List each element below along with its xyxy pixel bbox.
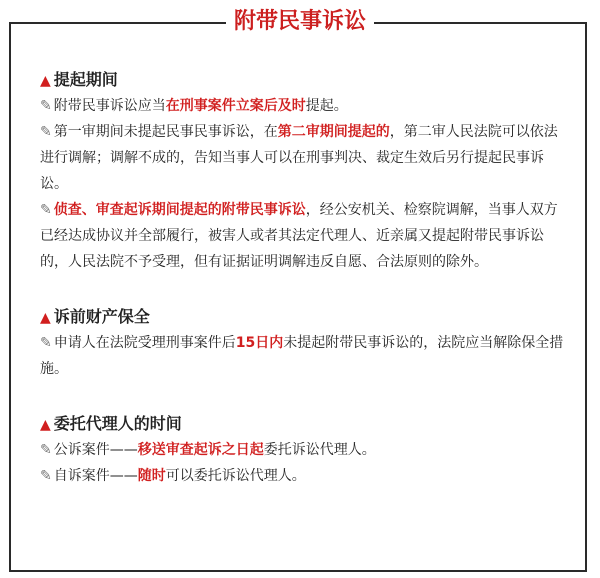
pen-icon: ✎ [40,335,52,351]
paragraph: ✎ 公诉案件——移送审查起诉之日起委托诉讼代理人。 [40,442,376,458]
triangle-icon: ▲ [40,417,51,433]
paragraph: ✎ 申请人在法院受理刑事案件后15日内未提起附带民事诉讼的，法院应当解除保全措施。 [40,335,564,377]
paragraph: ✎ 第一审期间未提起民事民事诉讼，在第二审期间提起的，第二审人民法院可以依法进行调解；调解不成的，告知当事人可以在刑事判决、裁定生效后另行提起民事诉讼。 [40,124,558,192]
pen-icon: ✎ [40,124,52,140]
section-heading: ▲ 委托代理人的时间 [40,414,182,433]
section-heading: ▲ 提起期间 [40,70,118,89]
main-content [40,68,568,489]
section-heading: ▲ 诉前财产保全 [40,307,150,326]
pen-icon: ✎ [40,98,52,114]
pen-icon: ✎ [40,468,52,484]
paragraph: ✎ 侦查、审查起诉期间提起的附带民事诉讼，经公安机关、检察院调解，当事人双方已经达成协议并全部履行，被害人或者其法定代理人、近亲属又提起附带民事诉讼的，人民法院不予受理，但有证据证明调解违反自愿、合法原则的除外。 [40,202,558,270]
pen-icon: ✎ [40,442,52,458]
paragraph: ✎ 自诉案件——随时可以委托诉讼代理人。 [40,468,306,484]
page-title: 附带民事诉讼 [226,4,374,40]
triangle-icon: ▲ [40,73,51,89]
pen-icon: ✎ [40,202,52,218]
paragraph: ✎ 附带民事诉讼应当在刑事案件立案后及时提起。 [40,98,348,114]
title-container [0,4,600,40]
triangle-icon: ▲ [40,310,51,326]
